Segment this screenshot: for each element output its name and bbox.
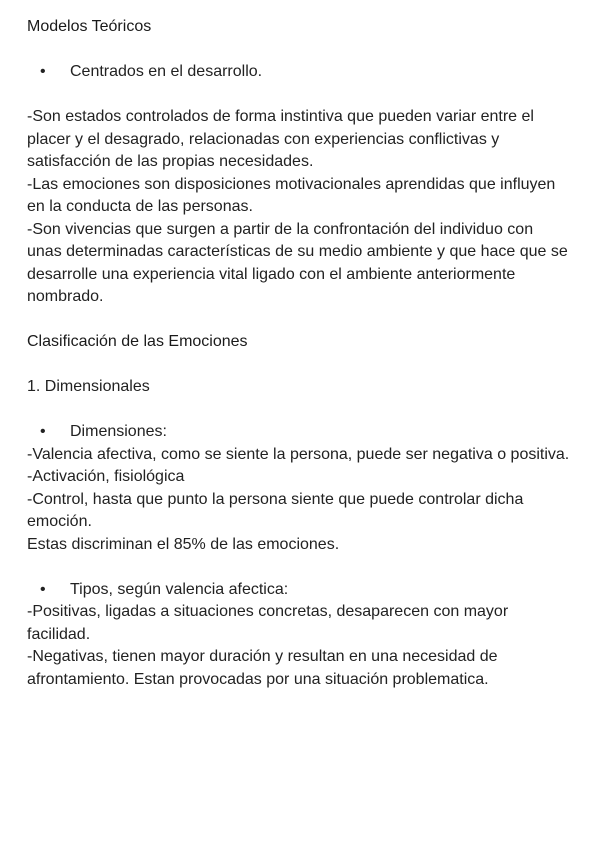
spacer xyxy=(27,399,572,422)
section-heading: Clasificación de las Emociones xyxy=(27,333,248,350)
bullet-icon: • xyxy=(40,580,46,598)
spacer xyxy=(27,354,572,377)
bullet-item xyxy=(27,579,572,602)
numbered-item: 1. Dimensionales xyxy=(27,378,150,395)
paragraph-line: -Valencia afectiva, como se siente la persona, puede ser negativa o positiva. xyxy=(27,445,570,463)
bullet-item xyxy=(27,421,572,444)
spacer xyxy=(27,84,572,107)
title-heading: Modelos Teóricos xyxy=(27,18,152,35)
bullet-item xyxy=(27,61,572,84)
paragraph-line: -Son vivencias que surgen a partir de la confrontación del individuo con unas determinadas características de su medio ambiente y que hace que se desarrolle una experiencia vital ligado con el ambiente anteriormente nombrado. xyxy=(27,220,568,305)
spacer xyxy=(27,309,572,332)
bullet-text: Tipos, según valencia afectica: xyxy=(70,580,289,598)
paragraph-line: -Control, hasta que punto la persona siente que puede controlar dicha emoción. xyxy=(27,490,524,530)
bullet-icon: • xyxy=(40,423,46,440)
bullet-icon: • xyxy=(40,63,46,80)
bullet-text: Dimensiones: xyxy=(70,423,167,440)
paragraph-line: -Activación, fisiológica xyxy=(27,468,185,485)
bullet-text: Centrados en el desarrollo. xyxy=(70,63,263,80)
paragraph-line: -Son estados controlados de forma instintiva que pueden variar entre el placer y el desagrado, relacionadas con experiencias conflictivas y satisfacción de las propias necesidades. xyxy=(27,108,534,170)
paragraph-line: -Positivas, ligadas a situaciones concretas, desaparecen con mayor facilidad. xyxy=(27,603,509,643)
paragraph-line: Estas discriminan el 85% de las emociones. xyxy=(27,535,340,553)
paragraph-line: -Las emociones son disposiciones motivacionales aprendidas que influyen en la conducta de las personas. xyxy=(27,175,556,215)
paragraph-line: -Negativas, tienen mayor duración y resultan en una necesidad de afrontamiento. Estan provocadas por una situación problematica. xyxy=(27,648,498,688)
document-page xyxy=(27,16,572,691)
spacer xyxy=(27,556,572,579)
spacer xyxy=(27,39,572,62)
